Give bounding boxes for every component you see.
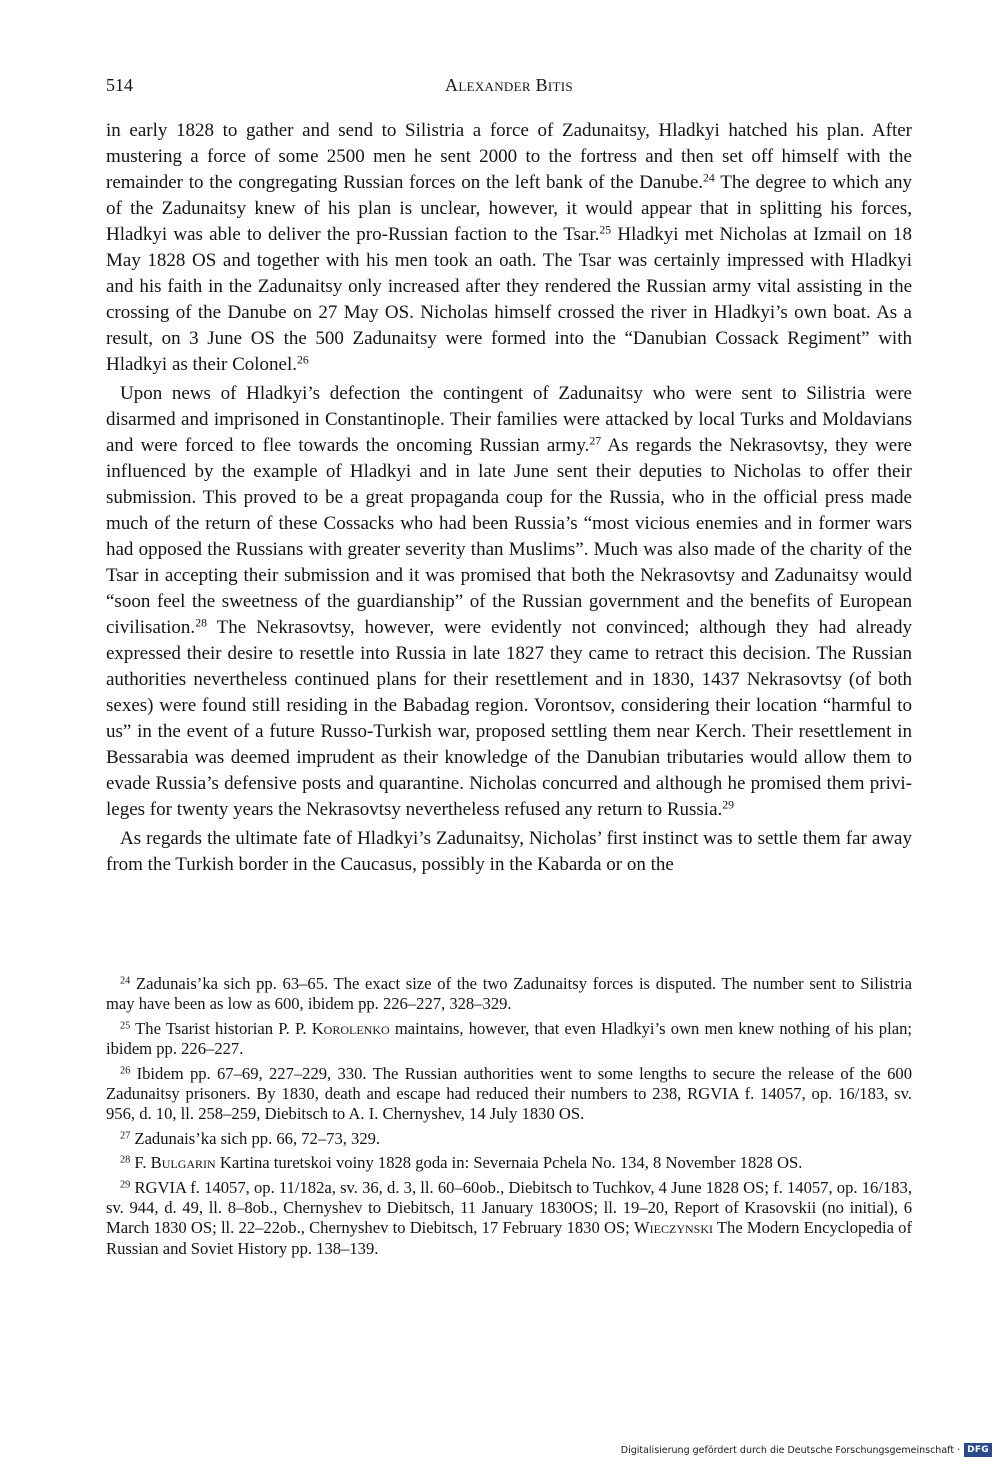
footnote-25 <box>106 1019 912 1060</box>
footnote-text: RGVIA f. 14057, op. 11/182a, sv. 36, d. 3, ll. 60–60ob., Diebitsch to Tuchkov, 4 June 1828 OS; f. 14057, op. 16/183, sv. 944, d. 49, ll. 8–8ob., Chernyshev to Diebitsch, 11 January 1830OS; ll. 19–20, Report of Krasovskii (no initial), 6 March 1830 OS; ll. 22–22ob., Chernyshev to Diebitsch, 17 February 1830 OS; <box>106 1177 912 1238</box>
page-number: 514 <box>106 75 133 95</box>
footnote-ref-27[interactable]: 27 <box>589 434 602 448</box>
footnote-number: 25 <box>120 1020 131 1032</box>
footnote-text: Kartina turetskoi voiny 1828 goda in: Severnaia Pchela No. 134, 8 November 1828 OS. <box>215 1153 803 1173</box>
footnotes <box>106 974 912 1263</box>
running-title: Alexander Bitis <box>445 75 573 95</box>
author-name: Bulgarin <box>150 1153 216 1173</box>
footnote-text: Zadunais’ka sich pp. 66, 72–73, 329. <box>130 1128 381 1148</box>
footnote-text: F. <box>130 1153 151 1173</box>
footnote-29 <box>106 1178 912 1260</box>
paragraph-text: Hladkyi met Nicholas at Izmail on 18 May 1828 OS and together with his men took an oath. The Tsar was certainly impressed with Hladkyi and his faith in the Zadunaitsy only increased after they rendered the Russian army vital assisting in the crossing of the Danube on 27 May OS. Nicholas himself crossed the river in Hladkyi’s own boat. As a result, on 3 June OS the 500 Zadunaitsy were formed into the “Danubian Cossack Regiment” with Hladkyi as their Colonel. <box>106 224 913 375</box>
footnote-text: The Tsarist historian P. P. <box>130 1018 312 1038</box>
footnote-ref-26[interactable]: 26 <box>297 353 309 367</box>
author-name: Wieczynski <box>634 1218 713 1238</box>
footnote-number: 24 <box>120 975 131 987</box>
paragraph-text: As regards the ultimate fate of Hladkyi’s Zadunaitsy, Nicholas’ first instinct was to settle them far away from the Turkish border in the Caucasus, possibly in the Kabarda or on the <box>106 828 912 875</box>
footnote-number: 29 <box>120 1179 131 1190</box>
footnote-28 <box>106 1153 912 1173</box>
footnote-text: Ibidem pp. 67–69, 227–229, 330. The Russian authorities went to some lengths to secure the release of the 600 Zadunaitsy prisoners. By 1830, death and escape had reduced their numbers to 238, RGVIA f. 14057, op. 16/183, sv. 956, d. 10, ll. 258–259, Diebitsch to A. I. Chernyshev, 14 July 1830 OS. <box>106 1063 912 1124</box>
footnote-number: 26 <box>120 1064 131 1076</box>
running-head <box>106 72 912 98</box>
paragraph-text: The degree to which any of the Zadunaitsy knew of his plan is unclear, however, it would appear that in splitting his forces, Hladkyi was able to deliver the pro-Russian faction to the Tsar. <box>106 172 912 245</box>
paragraph-text: in early 1828 to gather and send to Silistria a force of Zadunaitsy, Hladkyi hatched his plan. After mustering a force of some 2500 men he sent 2000 to the fortress and then set off himself with the remainder to the congregating Russian forces on the left bank of the Danube. <box>106 120 912 193</box>
body-text <box>106 118 912 878</box>
footnote-ref-28[interactable]: 28 <box>195 616 207 630</box>
footnote-text: Zadunais’ka sich pp. 63–65. The exact size of the two Zadunaitsy forces is disputed. The number sent to Silistria may have been as low as 600, ibidem pp. 226–227, 328–329. <box>106 974 912 1014</box>
paragraph-text: As regards the Nekrasovtsy, they were influenced by the example of Hladkyi and in late June sent their deputies to Nicholas to offer their submission. This proved to be a great propaganda coup for the Russia, who in the official press made much of the return of these Cossacks who had been Russia’s “most vicious enemies and in former wars had opposed the Russians with greater severity than Muslims”. Much was also made of the charity of the Tsar in accepting their submission and it was promised that both the Nekrasovtsy and Zadunaitsy would “soon feel the sweetness of the guardianship” of the Russian government and the benefits of European civilisation. <box>106 435 912 638</box>
footnote-24 <box>106 974 912 1015</box>
footnote-26 <box>106 1064 912 1125</box>
digitization-credit <box>621 1441 992 1459</box>
footnote-27 <box>106 1129 912 1149</box>
footnote-text: maintains, however, that even Hladkyi’s own men knew nothing of his plan; ibidem pp. 226–227. <box>106 1018 912 1059</box>
dfg-logo: DFG <box>964 1443 992 1457</box>
footnote-text: The Modern Encyclopedia of Russian and Soviet History pp. 138–139. <box>106 1218 912 1258</box>
paragraph-text: Upon news of Hladkyi’s defection the contingent of Zadunaitsy who were sent to Silistria were disarmed and imprisoned in Constantinople. Their families were attacked by local Turks and Moldavians and were forced to flee towards the oncoming Russian army. <box>106 383 912 456</box>
footnote-ref-25[interactable]: 25 <box>599 223 612 237</box>
paragraph-text: The Nekrasovtsy, however, were evidently not convinced; although they had already expressed their desire to resettle into Russia in late 1827 they came to retract this decision. The Russian authorities nevertheless continued plans for their resettlement and in 1830, 1437 Nekrasovtsy (of both sexes) were found still residing in the Babadag region. Vorontsov, considering their location “harmful to us” in the event of a future Russo-Turkish war, proposed settling them near Kerch. Their resettlement in Bessarabia was deemed imprudent as their knowledge of the Danubian tributaries would allow them to evade Russia’s defensive posts and quarantine. Nicholas concurred and although he promised them privileges for twenty years the Nekrasovtsy nevertheless refused any return to Russia. <box>106 617 912 820</box>
author-name: Korolenko <box>311 1018 390 1038</box>
footnote-number: 28 <box>120 1154 131 1166</box>
footnote-ref-24[interactable]: 24 <box>703 171 715 185</box>
paragraph-2 <box>106 381 912 823</box>
footnote-number: 27 <box>120 1130 131 1142</box>
credit-text: Digitalisierung gefördert durch die Deutsche Forschungsgemeinschaft · <box>620 1444 961 1456</box>
paragraph-3 <box>106 826 912 878</box>
footnote-ref-29[interactable]: 29 <box>722 798 735 812</box>
paragraph-1 <box>106 118 912 378</box>
